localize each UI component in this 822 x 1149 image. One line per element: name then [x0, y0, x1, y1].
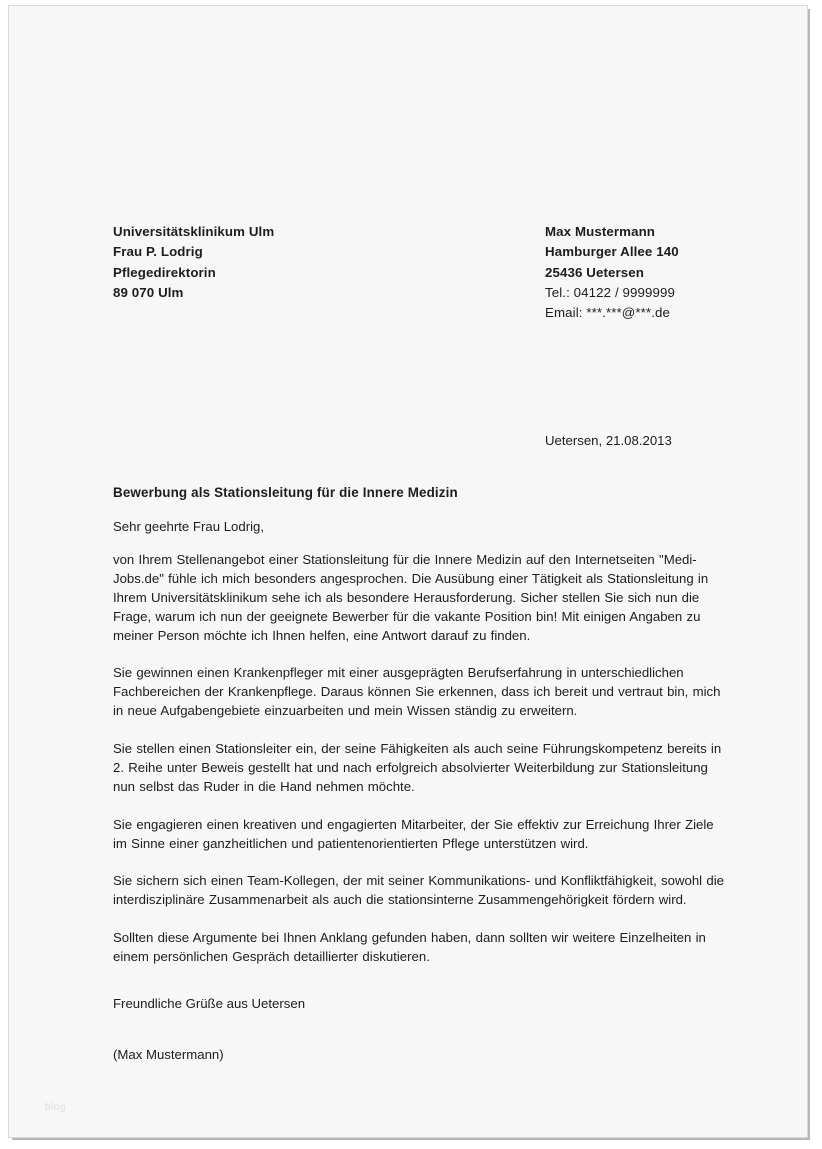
recipient-line-person: Frau P. Lodrig [113, 244, 203, 260]
paragraph-6: Sollten diese Argumente bei Ihnen Anklang gefunden haben, dann sollten wir weitere Einzelheiten in einem persönlichen Gespräch detaillierter diskutieren. [113, 930, 706, 964]
paragraph-1: von Ihrem Stellenangebot einer Stationsleitung für die Innere Medizin auf den Internetseiten "Medi-Jobs.de" fühle ich mich besonders angesprochen. Die Ausübung einer Tätigkeit als Stationsleitung in Ihrem Universitätsklinikum sehe ich als besondere Herausforderung. Sicher stellen Sie sich nun die Frage, warum ich nun der geeignete Bewerber für die vakante Position bin! Mit einigen Angaben zu meiner Person möchte ich Ihnen helfen, eine Antwort darauf zu finden. [113, 552, 709, 643]
document-page [8, 5, 808, 1138]
sender-phone: Tel.: 04122 / 9999999 [545, 285, 676, 301]
letter-salutation: Sehr geehrte Frau Lodrig, [113, 519, 265, 534]
watermark-label: blog [45, 1102, 66, 1113]
sender-city: 25436 Uetersen [545, 264, 644, 280]
paragraph-2: Sie gewinnen einen Krankenpfleger mit einer ausgeprägten Berufserfahrung in unterschiedlichen Fachbereichen der Krankenpflege. Daraus können Sie erkennen, dass ich bereit und vertraut bin, mich in neue Aufgabengebiete einzuarbeiten und mein Wissen ständig zu erweitern. [113, 665, 721, 719]
letter-paragraphs [113, 551, 727, 986]
paragraph-4: Sie engagieren einen kreativen und engagierten Mitarbeiter, der Sie effektiv zur Erreichung Ihrer Ziele im Sinne einer ganzheitlichen und patientenorientierten Pflege unterstützen wird. [113, 816, 714, 851]
recipient-line-role: Pflegedirektorin [113, 264, 216, 280]
place-and-date: Uetersen, 21.08.2013 [545, 433, 672, 448]
letter-body [9, 6, 807, 1137]
letter-subject: Bewerbung als Stationsleitung für die Innere Medizin [113, 485, 458, 500]
recipient-line-city: 89 070 Ulm [113, 285, 184, 301]
letter-signature: (Max Mustermann) [113, 1047, 224, 1062]
recipient-address-block [113, 222, 443, 303]
sender-street: Hamburger Allee 140 [545, 244, 679, 260]
paragraph-5: Sie sichern sich einen Team-Kollegen, der mit seiner Kommunikations- und Konfliktfähigkeit, sowohl die interdisziplinäre Zusammenarbeit als auch die stationsinterne Zusammengehörigkeit fördern wird. [113, 873, 724, 908]
sender-name: Max Mustermann [545, 224, 656, 239]
sender-address-block [545, 222, 795, 324]
letter-closing: Freundliche Grüße aus Uetersen [113, 996, 306, 1011]
sender-email: Email: ***.***@***.de [545, 305, 670, 321]
paragraph-3: Sie stellen einen Stationsleiter ein, der seine Fähigkeiten als auch seine Führungskompetenz bereits in 2. Reihe unter Beweis gestellt hat und nach erfolgreich absolvierter Weiterbildung zur Stationsleitung nun selbst das Ruder in die Hand nehmen möchte. [113, 741, 722, 794]
recipient-line-organisation: Universitätsklinikum Ulm [113, 224, 275, 239]
